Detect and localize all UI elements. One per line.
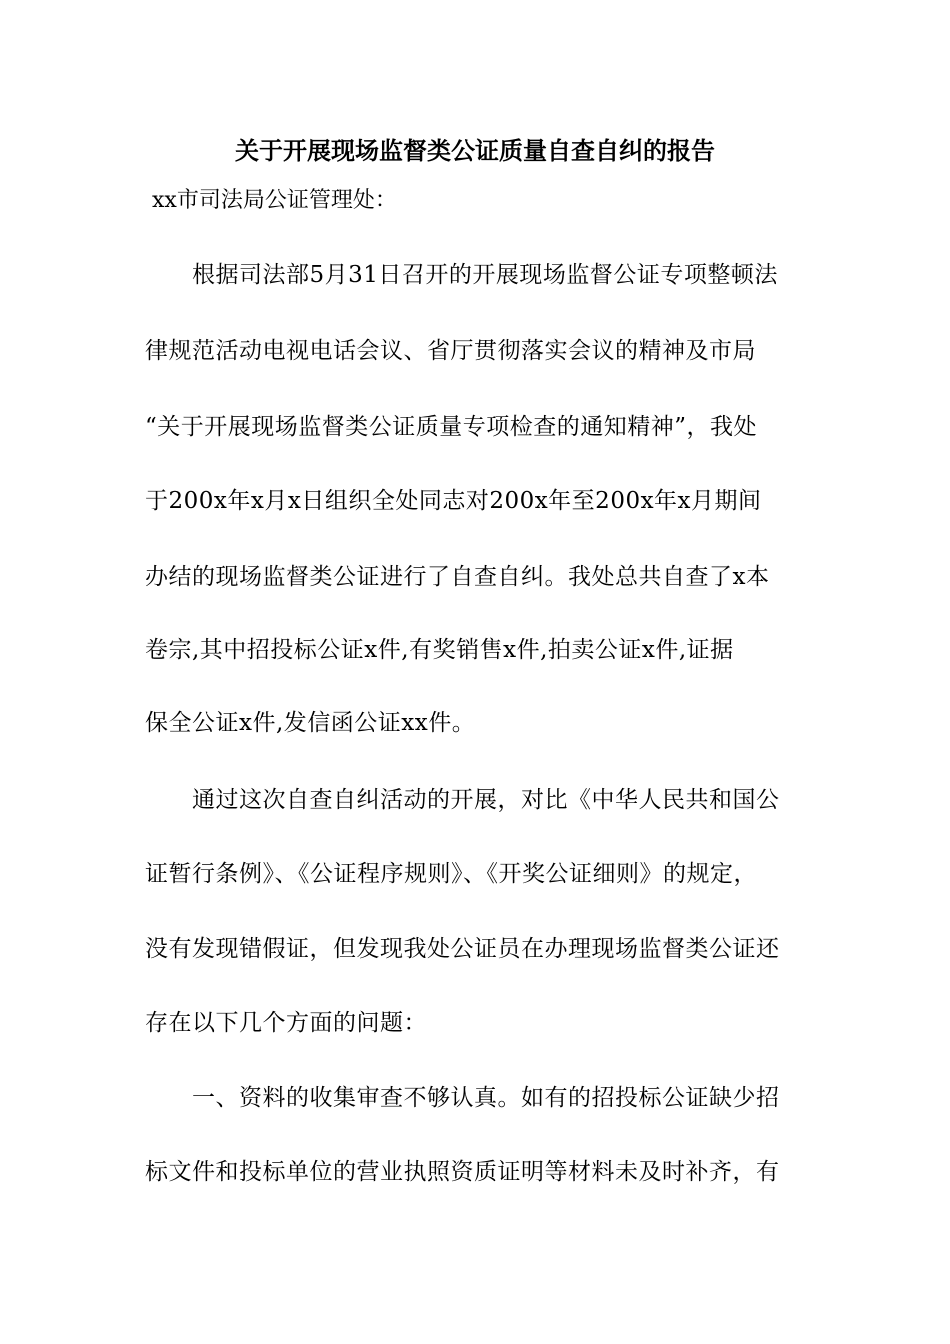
paragraph-line: 办结的现场监督类公证进行了自查自纠。我处总共自查了x本 [145,564,770,590]
paragraph-line: 一、资料的收集审查不够认真。如有的招投标公证缺少招 [192,1085,780,1111]
salutation: xx市司法局公证管理处： [152,188,397,213]
paragraph-line: 于200x年x月x日组织全处同志对200x年至200x年x月期间 [145,488,762,514]
paragraph-line: 卷宗,其中招投标公证x件,有奖销售x件,拍卖公证x件,证据 [145,637,734,663]
paragraph-line: 没有发现错假证，但发现我处公证员在办理现场监督类公证还 [145,936,780,962]
paragraph-line: 证暂行条例》、《公证程序规则》、《开奖公证细则》的规定， [145,861,757,887]
paragraph-line: 根据司法部5月31日召开的开展现场监督公证专项整顿法 [192,262,778,288]
paragraph-line: 通过这次自查自纠活动的开展，对比《中华人民共和国公 [192,787,780,813]
paragraph-line: 律规范活动电视电话会议、省厅贯彻落实会议的精神及市局 [145,338,756,364]
paragraph-line: 标文件和投标单位的营业执照资质证明等材料未及时补齐，有 [145,1159,780,1185]
paragraph-line: 保全公证x件,发信函公证xx件。 [145,710,476,736]
document-title: 关于开展现场监督类公证质量自查自纠的报告 [235,136,715,165]
paragraph-line: 存在以下几个方面的问题： [145,1010,427,1036]
paragraph-line: “关于开展现场监督类公证质量专项检查的通知精神”，我处 [145,414,758,440]
